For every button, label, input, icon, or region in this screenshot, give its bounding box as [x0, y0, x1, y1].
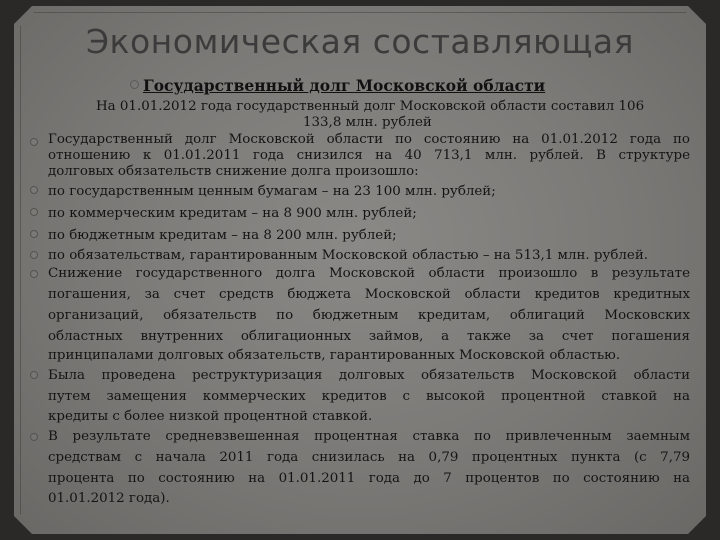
bullet-icon — [30, 371, 38, 379]
bullet-text-line: организаций, обязательств по бюджетным кредитам, облигаций Московских — [48, 308, 690, 323]
bullet-text-line: В результате средневзвешенная процентная ставка по привлеченным заемным — [48, 429, 690, 444]
bullet-text-line: путем замещения коммерческих кредитов с высокой процентной ставкой на — [48, 389, 690, 404]
bullet-text-line: процента по состоянию на 01.01.2011 года до 7 процентов по состоянию на — [48, 471, 690, 486]
bullet-text-line: по государственным ценным бумагам – на 23 100 млн. рублей; — [48, 184, 496, 199]
bullet-text-line: погашения, за счет средств бюджета Московской области кредитов кредитных — [48, 287, 690, 302]
bullet-icon — [30, 433, 38, 441]
slide-title: Экономическая составляющая — [86, 22, 634, 61]
bullet-text-line: по коммерческим кредитам – на 8 900 млн. рублей; — [48, 206, 417, 221]
bullet-text-line: по бюджетным кредитам – на 8 200 млн. рублей; — [48, 228, 397, 243]
bullet-text-line: отношению к 01.01.2011 года снизился на 40 713,1 млн. рублей. В структуре — [48, 148, 690, 163]
bullet-icon — [30, 208, 38, 216]
bullet-text-line: средствам с начала 2011 года снизилась на 0,79 процентных пункта (с 7,79 — [48, 450, 690, 465]
bullet-icon — [30, 251, 38, 259]
bullet-text-line: 01.01.2012 года). — [48, 491, 170, 506]
bullet-text-line: принципалами долговых обязательств, гарантированных Московской областью. — [48, 348, 621, 363]
bullet-text-line: Была проведена реструктуризация долговых обязательств Московской области — [48, 368, 690, 383]
bullet-icon — [30, 230, 38, 238]
bullet-icon — [30, 186, 38, 194]
bullet-text-line: Государственный долг Московской области по состоянию на 01.01.2012 года по — [48, 132, 690, 147]
bullet-text-line: по обязательствам, гарантированным Московской областью – на 513,1 млн. рублей. — [48, 248, 649, 263]
bullet-text-line: областных внутренних облигационных займов, а также за счет погашения — [48, 329, 690, 344]
bullet-icon — [30, 138, 38, 146]
intro-line: 133,8 млн. рублей — [303, 115, 432, 130]
slide-subtitle: Государственный долг Московской области — [143, 76, 546, 95]
bullet-icon — [30, 270, 38, 278]
bullet-text-line: Снижение государственного долга Московской области произошло в результате — [48, 266, 690, 281]
subtitle-bullet-icon — [130, 80, 139, 89]
bullet-text-line: кредиты с более низкой процентной ставкой. — [48, 409, 373, 424]
intro-line: На 01.01.2012 года государственный долг Московской области составил 106 — [96, 99, 645, 114]
bullet-text-line: долговых обязательств снижение долга произошло: — [48, 164, 419, 179]
